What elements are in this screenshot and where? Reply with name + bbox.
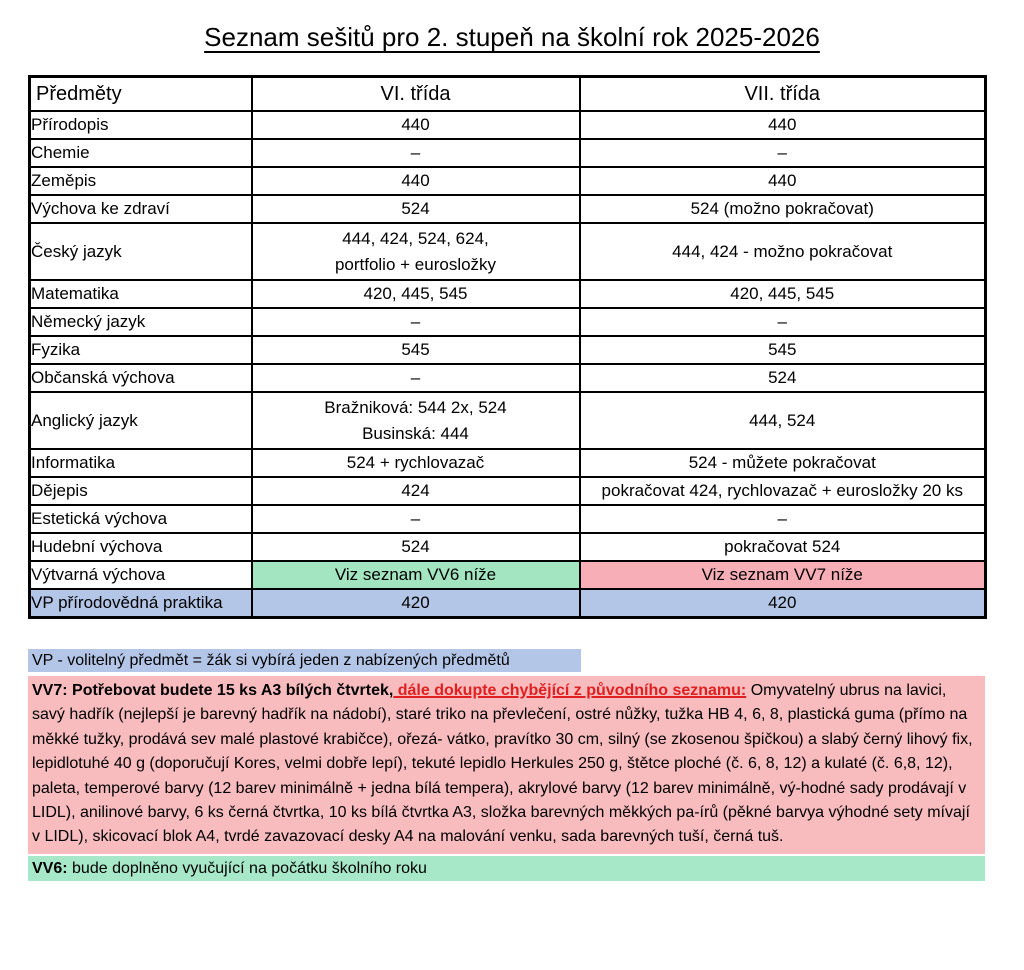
vi-cell: 420, 445, 545 xyxy=(252,280,580,308)
table-row xyxy=(30,533,986,561)
subject-cell: Matematika xyxy=(30,280,252,308)
subject-cell: Český jazyk xyxy=(30,223,252,280)
note-vv7-label: VV7: Potřebovat budete 15 ks A3 bílých čtvrtek, xyxy=(32,682,394,699)
vi-cell-line2: Businská: 444 xyxy=(362,423,469,443)
table-row-vp xyxy=(30,589,986,618)
note-vv6-label: VV6: xyxy=(32,859,68,877)
header-row xyxy=(30,77,986,112)
vii-cell: 440 xyxy=(580,167,986,195)
subject-cell: Výchova ke zdraví xyxy=(30,195,252,223)
subject-cell: Německý jazyk xyxy=(30,308,252,336)
table-row-art xyxy=(30,561,986,589)
vii-cell: pokračovat 424, rychlovazač + eurosložky 20 ks xyxy=(580,477,986,505)
subject-cell: Občanská výchova xyxy=(30,364,252,392)
subject-cell: VP přírodovědná praktika xyxy=(30,589,252,618)
table-row xyxy=(30,336,986,364)
subject-cell: Zeměpis xyxy=(30,167,252,195)
vii-cell: – xyxy=(580,505,986,533)
subject-cell: Chemie xyxy=(30,139,252,167)
vi-cell: – xyxy=(252,308,580,336)
vi-cell xyxy=(252,223,580,280)
vii-cell: 524 (možno pokračovat) xyxy=(580,195,986,223)
table-row xyxy=(30,280,986,308)
vi-cell-line1: Bražniková: 544 2x, 524 xyxy=(324,397,507,417)
table-row xyxy=(30,364,986,392)
vi-cell: 524 xyxy=(252,533,580,561)
note-vv7-body: Omyvatelný ubrus na lavici, savý hadřík (nejlepší je barevný hadřík na nádobí), staré triko na převlečení, ostré nůžky, tužka HB 4, 6, 8, plastická guma (přímo na měkké tužky, prodává sev malé plastové krabičce), ořezá- vátko, pravítko 30 cm, silný (se zkosenou špičkou) a slabý černý lihový fix, lepidlotuhé 40 g (doporučují Kores, velmi dobře lepí), tekuté lepidlo Herkules 250 g, štětce ploché (č. 6, 8, 12) a kulaté (č. 6,8, 12), paleta, temperové barvy (12 barev minimálně + jedna bílá tempera), akrylové barvy (12 barev minimálně, vý-hodné sady prodávají v LIDL), anilinové barvy, 6 ks černá čtvrtka, 10 ks bílá čtvrtka A3, složka barevných měkkých pa-írů (pěkné barvya výhodné sety mívají v LIDL), skicovací blok A4, tvrdé zavazovací desky A4 na malování venku, sada barevných tuší, černá tuš. xyxy=(32,682,973,846)
vii-cell: 524 - můžete pokračovat xyxy=(580,449,986,477)
vii-cell: – xyxy=(580,139,986,167)
note-vv7-warning: dále dokupte chybějící z původního seznamu: xyxy=(393,682,747,699)
vi-cell: 420 xyxy=(252,589,580,618)
vi-cell: 524 xyxy=(252,195,580,223)
vi-cell: 440 xyxy=(252,167,580,195)
vi-cell: – xyxy=(252,505,580,533)
vii-cell: 420 xyxy=(580,589,986,618)
vii-cell: 444, 524 xyxy=(580,392,986,449)
vi-cell: 424 xyxy=(252,477,580,505)
vii-cell: 420, 445, 545 xyxy=(580,280,986,308)
table-row xyxy=(30,111,986,139)
table-row xyxy=(30,392,986,449)
subject-cell: Dějepis xyxy=(30,477,252,505)
vi-cell: 524 + rychlovazač xyxy=(252,449,580,477)
subject-cell: Estetická výchova xyxy=(30,505,252,533)
subject-cell: Fyzika xyxy=(30,336,252,364)
note-vv7 xyxy=(28,676,985,854)
table-row xyxy=(30,195,986,223)
header-subjects: Předměty xyxy=(30,77,252,112)
vi-cell: – xyxy=(252,364,580,392)
note-vv6 xyxy=(28,856,985,881)
subject-cell: Hudební výchova xyxy=(30,533,252,561)
vi-cell: 545 xyxy=(252,336,580,364)
vi-cell-line2: portfolio + eurosložky xyxy=(334,254,497,274)
header-grade-vii: VII. třída xyxy=(580,77,986,112)
vi-cell-vv6-ref: Viz seznam VV6 níže xyxy=(252,561,580,589)
vii-cell: 440 xyxy=(580,111,986,139)
table-row xyxy=(30,167,986,195)
subject-cell: Přírodopis xyxy=(30,111,252,139)
vi-cell xyxy=(252,392,580,449)
footnotes xyxy=(28,649,985,881)
vi-cell-line1: 444, 424, 524, 624, xyxy=(342,228,489,248)
subject-cell: Informatika xyxy=(30,449,252,477)
table-row xyxy=(30,449,986,477)
table-row xyxy=(30,223,986,280)
note-vv6-body: bude doplněno vyučující na počátku školního roku xyxy=(67,859,427,877)
subject-cell: Výtvarná výchova xyxy=(30,561,252,589)
table-row xyxy=(30,308,986,336)
vii-cell-vv7-ref: Viz seznam VV7 níže xyxy=(580,561,986,589)
header-grade-vi: VI. třída xyxy=(252,77,580,112)
table-row xyxy=(30,139,986,167)
page-title-text: Seznam sešitů pro 2. stupeň na školní rok 2025-2026 xyxy=(204,22,820,52)
vi-cell: 440 xyxy=(252,111,580,139)
note-vp: VP - volitelný předmět = žák si vybírá jeden z nabízených předmětů xyxy=(28,649,581,672)
vii-cell: pokračovat 524 xyxy=(580,533,986,561)
table-row xyxy=(30,505,986,533)
subjects-table xyxy=(28,75,987,619)
vii-cell: 444, 424 - možno pokračovat xyxy=(580,223,986,280)
vii-cell: 545 xyxy=(580,336,986,364)
vii-cell: 524 xyxy=(580,364,986,392)
page-title xyxy=(0,22,1024,53)
table-row xyxy=(30,477,986,505)
vii-cell: – xyxy=(580,308,986,336)
vi-cell: – xyxy=(252,139,580,167)
subject-cell: Anglický jazyk xyxy=(30,392,252,449)
